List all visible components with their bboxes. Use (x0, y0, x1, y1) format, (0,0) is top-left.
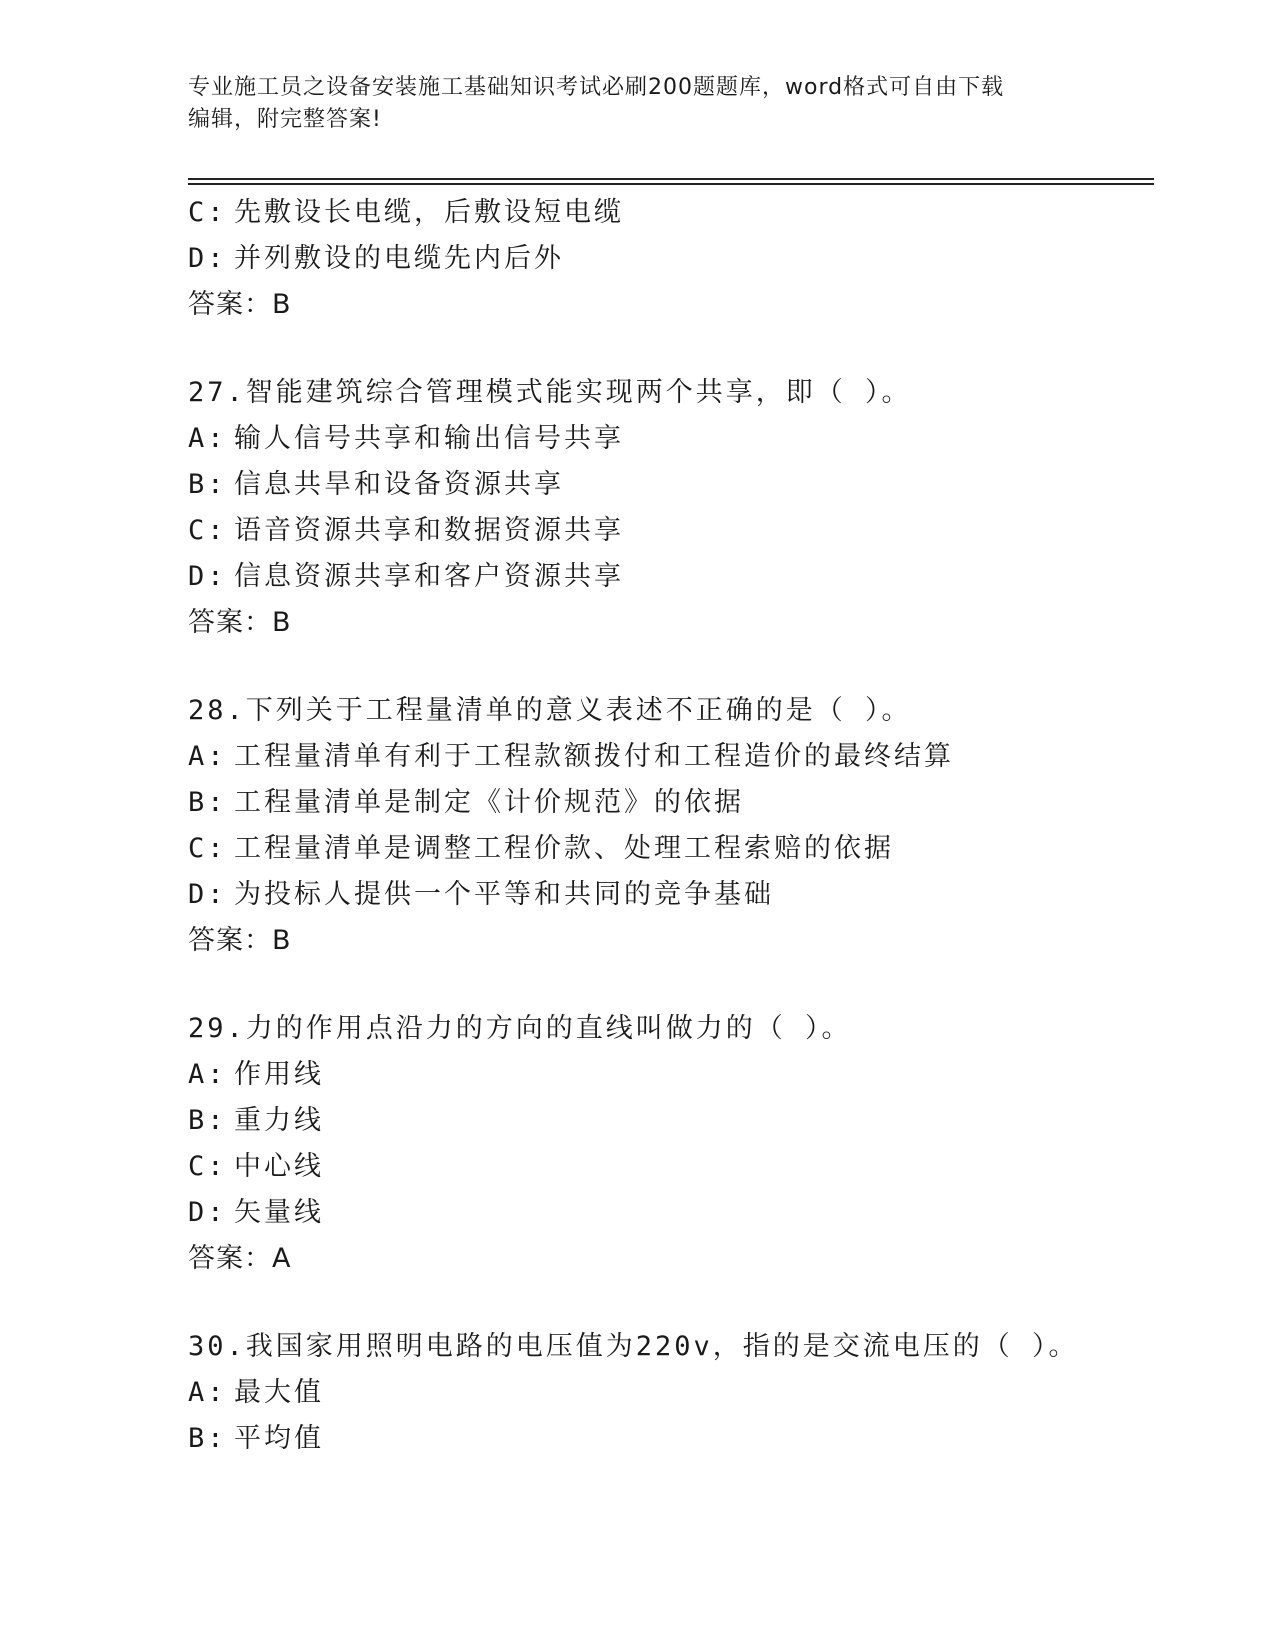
option-text: 最大值 (234, 1377, 324, 1408)
option-text: 输人信号共享和输出信号共享 (234, 423, 624, 454)
answer-line: 答案：B (188, 607, 292, 638)
option-d (188, 872, 1154, 918)
header-line-1: 专业施工员之设备安装施工基础知识考试必刷200题题库，word格式可自由下载 (188, 75, 1005, 100)
option-letter: D: (188, 561, 227, 592)
option-text: 重力线 (234, 1105, 324, 1136)
option-letter: C: (188, 197, 227, 228)
option-text: 信息共旱和设备资源共享 (234, 469, 564, 500)
option-text: 并列敷设的电缆先内后外 (234, 243, 564, 274)
question-29 (188, 1006, 1154, 1282)
question-stem: 27.智能建筑综合管理模式能实现两个共享，即（ ）。 (188, 377, 912, 408)
header-line-2: 编辑，附完整答案! (188, 107, 382, 132)
option-c (188, 190, 1154, 236)
option-text: 矢量线 (234, 1197, 324, 1228)
option-c (188, 1144, 1154, 1190)
question-stem: 29.力的作用点沿力的方向的直线叫做力的（ ）。 (188, 1013, 852, 1044)
option-letter: C: (188, 833, 227, 864)
header-divider-bottom (188, 183, 1154, 185)
option-d (188, 1190, 1154, 1236)
option-text: 工程量清单有利于工程款额拨付和工程造价的最终结算 (234, 741, 954, 772)
option-letter: D: (188, 1197, 227, 1228)
option-d (188, 236, 1154, 282)
option-d (188, 554, 1154, 600)
option-letter: A: (188, 1059, 227, 1090)
option-a (188, 416, 1154, 462)
option-text: 工程量清单是调整工程价款、处理工程索赔的依据 (234, 833, 894, 864)
option-c (188, 826, 1154, 872)
answer-line: 答案：B (188, 289, 292, 320)
option-text: 平均值 (234, 1423, 324, 1454)
option-letter: D: (188, 243, 227, 274)
option-a (188, 1052, 1154, 1098)
option-letter: B: (188, 1105, 227, 1136)
option-b (188, 1416, 1154, 1462)
document-header (188, 72, 1088, 136)
option-text: 先敷设长电缆，后敷设短电缆 (234, 197, 624, 228)
question-stem: 28.下列关于工程量清单的意义表述不正确的是（ ）。 (188, 695, 912, 726)
option-letter: B: (188, 787, 227, 818)
option-text: 信息资源共享和客户资源共享 (234, 561, 624, 592)
option-letter: B: (188, 469, 227, 500)
header-divider-top (188, 178, 1154, 180)
option-text: 语音资源共享和数据资源共享 (234, 515, 624, 546)
option-letter: C: (188, 1151, 227, 1182)
option-b (188, 1098, 1154, 1144)
option-letter: A: (188, 423, 227, 454)
option-text: 中心线 (234, 1151, 324, 1182)
option-letter: A: (188, 1377, 227, 1408)
option-a (188, 734, 1154, 780)
question-28 (188, 688, 1154, 964)
question-stem: 30.我国家用照明电路的电压值为220v，指的是交流电压的（ ）。 (188, 1331, 1079, 1362)
question-list (188, 190, 1154, 1462)
question-26-continued (188, 190, 1154, 328)
option-letter: A: (188, 741, 227, 772)
answer-line: 答案：B (188, 925, 292, 956)
option-b (188, 462, 1154, 508)
option-c (188, 508, 1154, 554)
option-letter: D: (188, 879, 227, 910)
option-text: 工程量清单是制定《计价规范》的依据 (234, 787, 744, 818)
option-text: 作用线 (234, 1059, 324, 1090)
option-letter: C: (188, 515, 227, 546)
option-letter: B: (188, 1423, 227, 1454)
answer-line: 答案：A (188, 1243, 292, 1274)
question-27 (188, 370, 1154, 646)
option-b (188, 780, 1154, 826)
question-30 (188, 1324, 1154, 1462)
option-a (188, 1370, 1154, 1416)
option-text: 为投标人提供一个平等和共同的竞争基础 (234, 879, 774, 910)
